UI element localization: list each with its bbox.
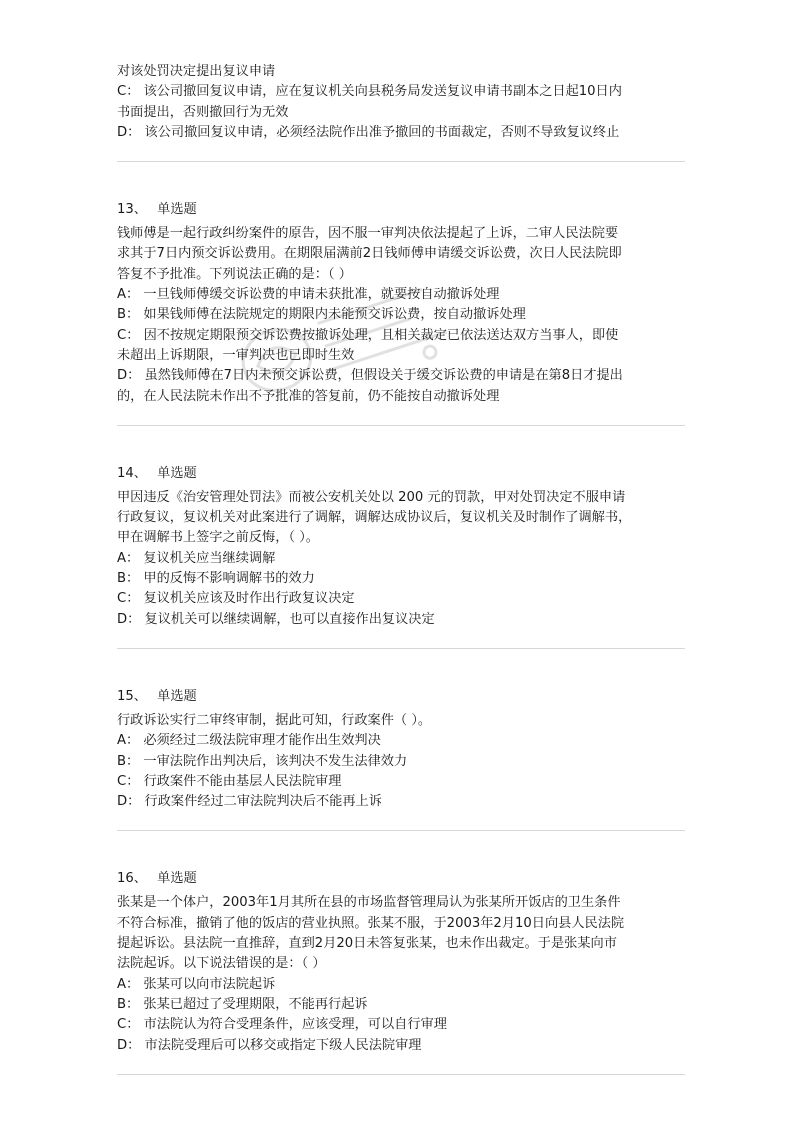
option-c: C： 复议机关应该及时作出行政复议决定: [117, 591, 355, 607]
option-b: B： 一审法院作出判决后，该判决不发生法律效力: [117, 753, 408, 769]
document-content: [117, 62, 685, 1075]
question-number: 16、: [117, 871, 147, 887]
text-line: 未超出上诉期限，一审判决也已即时生效: [117, 347, 355, 363]
question-stem: 提起诉讼。县法院一直推辞，直到2月20日未答复张某，也未作出裁定。于是张某向市: [117, 936, 617, 952]
question-type: 单选题: [157, 465, 197, 481]
question-stem: 不符合标准，撤销了他的饭店的营业执照。张某不服，于2003年2月10日向县人民法院: [117, 915, 625, 931]
question-header: [117, 869, 685, 889]
question-12-continuation: [117, 62, 685, 143]
option-c: C： 行政案件不能由基层人民法院审理: [117, 773, 342, 789]
option-b: B： 张某已超过了受理期限，不能再行起诉: [117, 996, 368, 1012]
question-stem: 法院起诉。以下说法错误的是：（ ）: [117, 956, 326, 972]
question-number: 14、: [117, 465, 147, 481]
question-number: 13、: [117, 202, 147, 218]
option-a: A： 复议机关应当继续调解: [117, 550, 276, 566]
question-stem: 甲在调解书上签字之前反悔，（ ）。: [117, 530, 319, 546]
section-divider: [117, 830, 685, 831]
option-d: D： 市法院受理后可以移交或指定下级人民法院审理: [117, 1037, 422, 1053]
question-header: [117, 687, 685, 707]
question-stem: 钱师傅是一起行政纠纷案件的原告，因不服一审判决依法提起了上诉，二审人民法院要: [117, 226, 619, 242]
question-stem: 求其于7日内预交诉讼费用。在期限届满前2日钱师傅申请缓交诉讼费，次日人民法院即: [117, 246, 622, 262]
question-type: 单选题: [157, 202, 197, 218]
question-13: [117, 200, 685, 407]
option-c: C： 市法院认为符合受理条件，应该受理，可以自行审理: [117, 1017, 447, 1033]
option-c: C： 该公司撤回复议申请，应在复议机关向县税务局发送复议申请书副本之日起10日内: [117, 84, 622, 100]
section-divider: [117, 161, 685, 162]
question-14: [117, 464, 685, 630]
option-d: D： 行政案件经过二审法院判决后不能再上诉: [117, 794, 382, 810]
question-stem: 张某是一个体户，2003年1月其所在县的市场监督管理局认为张某所开饭店的卫生条件: [117, 895, 621, 911]
question-15: [117, 687, 685, 812]
question-header: [117, 464, 685, 484]
text-line: 书面提出，否则撤回行为无效: [117, 104, 289, 120]
question-header: [117, 200, 685, 220]
option-c: C： 因不按规定期限预交诉讼费按撤诉处理，且相关裁定已依法送达双方当事人，即使: [117, 327, 619, 343]
option-a: A： 一旦钱师傅缓交诉讼费的申请未获批准，就要按自动撤诉处理: [117, 287, 500, 303]
option-b: B： 甲的反悔不影响调解书的效力: [117, 571, 315, 587]
question-number: 15、: [117, 688, 147, 704]
option-a: A： 必须经过二级法院审理才能作出生效判决: [117, 733, 381, 749]
option-d: D： 虽然钱师傅在7日内未预交诉讼费，但假设关于缓交诉讼费的申请是在第8日才提出: [117, 368, 623, 384]
question-type: 单选题: [157, 871, 197, 887]
question-type: 单选题: [157, 688, 197, 704]
section-divider: [117, 425, 685, 426]
section-divider: [117, 1074, 685, 1075]
option-d: D： 该公司撤回复议申请，必须经法院作出准予撤回的书面裁定，否则不导致复议终止: [117, 124, 620, 140]
question-16: [117, 869, 685, 1055]
question-stem: 答复不予批准。下列说法正确的是：（ ）: [117, 266, 352, 282]
question-stem: 甲因违反《治安管理处罚法》而被公安机关处以 200 元的罚款，甲对处罚决定不服申请: [117, 489, 626, 505]
section-divider: [117, 648, 685, 649]
option-b: B： 如果钱师傅在法院规定的期限内未能预交诉讼费，按自动撤诉处理: [117, 307, 526, 323]
option-a: A： 张某可以向市法院起诉: [117, 976, 276, 992]
text-line: 的，在人民法院未作出不予批准的答复前，仍不能按自动撤诉处理: [117, 388, 500, 404]
question-stem: 行政诉讼实行二审终审制，据此可知，行政案件（ ）。: [117, 712, 432, 728]
text-line: 对该处罚决定提出复议申请: [117, 64, 276, 79]
question-stem: 行政复议，复议机关对此案进行了调解，调解达成协议后，复议机关及时制作了调解书，: [117, 510, 632, 526]
option-d: D： 复议机关可以继续调解，也可以直接作出复议决定: [117, 611, 435, 627]
